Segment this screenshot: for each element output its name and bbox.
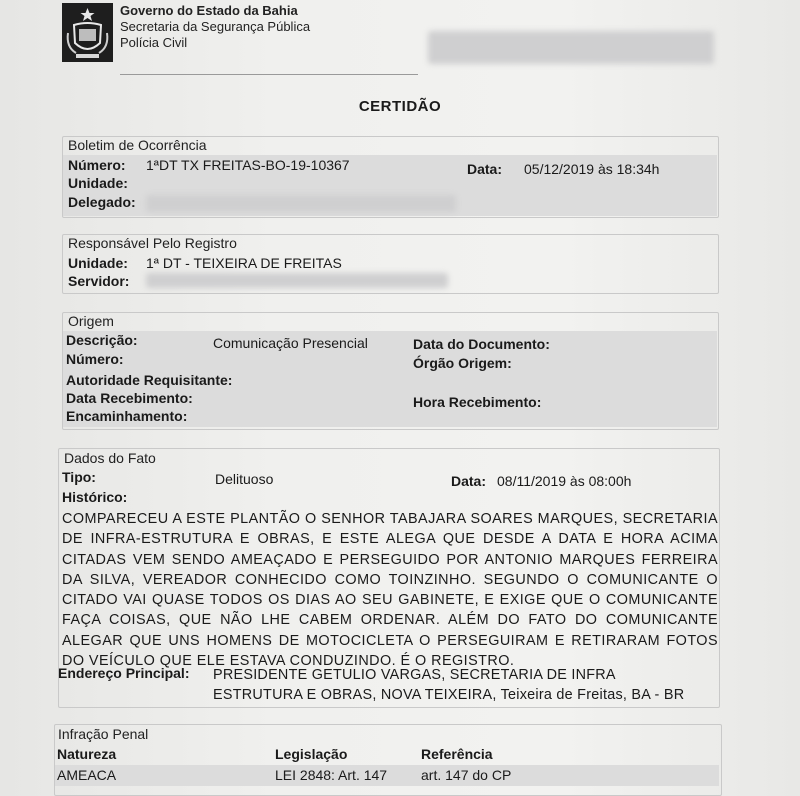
origem-orgao-label: Órgão Origem: [413,355,512,371]
fato-data-label: Data: [451,473,487,489]
responsavel-unidade-value: 1ª DT - TEIXEIRA DE FREITAS [146,255,342,271]
boletim-numero-value: 1ªDT TX FREITAS-BO-19-10367 [146,157,350,173]
origem-data-documento-label: Data do Documento: [413,336,550,352]
redacted-servidor [146,273,448,288]
boletim-data-value: 05/12/2019 às 18:34h [524,161,660,177]
header-divider [120,74,418,75]
origem-descricao-label: Descrição: [66,332,138,348]
fato-endereco-line1: PRESIDENTE GETULIO VARGAS, SECRETARIA DE INFRA [213,667,616,683]
boletim-delegado-label: Delegado: [68,194,136,210]
bahia-coat-of-arms-logo [62,3,113,62]
infracao-natureza-value: AMEACA [57,767,117,783]
boletim-data-label: Data: [467,161,503,177]
origem-autoridade-label: Autoridade Requisitante: [66,372,233,388]
fato-historico-label: Histórico: [62,489,128,505]
header-government-name: Governo do Estado da Bahia [120,3,298,18]
origem-descricao-value: Comunicação Presencial [213,335,368,351]
page-title: CERTIDÃO [358,98,442,115]
boletim-heading: Boletim de Ocorrência [68,137,207,153]
infracao-referencia-value: art. 147 do CP [421,767,512,783]
header-secretariat: Secretaria da Segurança Pública [120,19,311,34]
header-police: Polícia Civil [120,35,188,50]
fato-historico-text: COMPARECEU A ESTE PLANTÃO O SENHOR TABAJARA SOARES MARQUES, SECRETARIA DE INFRA-ESTRUTURA E OBRAS, E ESTE ALEGA QUE DESDE A DATA E HORA ACIMA CITADAS VEM SENDO AMEAÇADO E PERSEGUIDO POR ANTONIO MARQUES FERREIRA DA SILVA, VEREADOR CONHECIDO COMO TOINZINHO. SEGUNDO O COMUNICANTE O CITADO VAI QUASE TODOS OS DIAS AO SEU GABINETE, E EXIGE QUE O COMUNICANTE FAÇA COISAS, QUE NÃO LHE CABEM ORDENAR. ALÉM DO FATO DO COMUNICANTE ALEGAR QUE UNS HOMENS DE MOTOCICLETA O PERSEGUIRAM E RETIRARAM FOTOS DO VEÍCULO QUE ELE ESTAVA CONDUZINDO. É O REGISTRO. [62,511,718,670]
boletim-numero-label: Número: [68,157,126,173]
origem-hora-recebimento-label: Hora Recebimento: [413,394,542,410]
fato-tipo-label: Tipo: [62,469,96,485]
fato-endereco-line2: ESTRUTURA E OBRAS, NOVA TEIXEIRA, Teixeira de Freitas, BA - BR [213,687,685,703]
fato-data-value: 08/11/2019 às 08:00h [497,473,632,489]
origem-numero-label: Número: [66,351,124,367]
redacted-delegado [146,195,456,212]
fato-endereco-label: Endereço Principal: [58,665,190,681]
redacted-header-info [428,31,714,64]
infracao-heading: Infração Penal [58,726,149,742]
origem-data-recebimento-label: Data Recebimento: [66,390,193,406]
infracao-legislacao-value: LEI 2848: Art. 147 [275,767,388,783]
responsavel-unidade-label: Unidade: [68,255,128,271]
infracao-col-natureza: Natureza [57,746,117,762]
infracao-col-legislacao: Legislação [275,746,348,762]
origem-heading: Origem [68,313,114,329]
fato-heading: Dados do Fato [64,450,156,466]
fato-tipo-value: Delituoso [215,471,274,487]
infracao-col-referencia: Referência [421,746,493,762]
origem-encaminhamento-label: Encaminhamento: [66,408,188,424]
boletim-unidade-label: Unidade: [68,175,128,191]
responsavel-heading: Responsável Pelo Registro [68,235,237,251]
responsavel-servidor-label: Servidor: [68,273,130,289]
